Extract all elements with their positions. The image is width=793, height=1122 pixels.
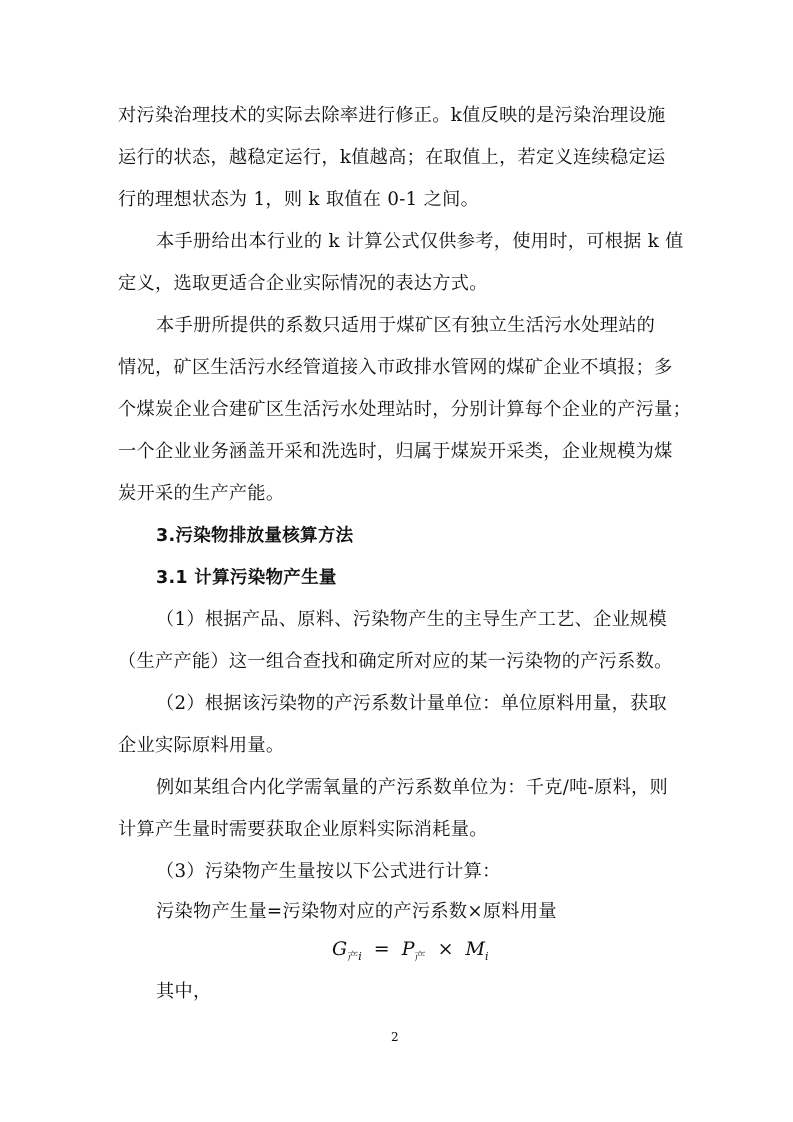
formula-p: P bbox=[401, 938, 415, 960]
paragraph-line: 其中， bbox=[156, 981, 212, 1002]
section-heading: 3.污染物排放量核算方法 bbox=[156, 526, 354, 546]
formula-m-subscript: i bbox=[485, 950, 489, 963]
subsection-heading: 3.1 计算污染物产生量 bbox=[156, 568, 337, 588]
formula-p-subscript: 产 bbox=[414, 950, 426, 963]
paragraph-line: （2）根据该污染物的产污系数计量单位：单位原料用量，获取 bbox=[156, 693, 668, 714]
paragraph-line: （1）根据产品、原料、污染物产生的主导生产工艺、企业规模 bbox=[156, 609, 668, 630]
paragraph-line: 污染物产生量=污染物对应的产污系数×原料用量 bbox=[156, 901, 557, 922]
formula-m: M bbox=[465, 938, 486, 960]
paragraph-line: 对污染治理技术的实际去除率进行修正。k值反映的是污染治理设施 bbox=[118, 105, 666, 126]
formula-equals: = bbox=[373, 938, 390, 960]
paragraph-line: 本手册给出本行业的 k 计算公式仅供参考，使用时，可根据 k 值 bbox=[156, 231, 684, 252]
paragraph-line: 炭开采的生产产能。 bbox=[118, 483, 285, 504]
paragraph-line: 个煤炭企业合建矿区生活污水处理站时，分别计算每个企业的产污量； bbox=[118, 399, 692, 420]
paragraph-line: 情况，矿区生活污水经管道接入市政排水管网的煤矿企业不填报；多 bbox=[118, 357, 673, 378]
paragraph-line: 企业实际原料用量。 bbox=[118, 735, 285, 756]
formula-times: × bbox=[437, 938, 454, 960]
page-number: 2 bbox=[391, 1030, 399, 1044]
paragraph-line: 一个企业业务涵盖开采和洗选时，归属于煤炭开采类，企业规模为煤 bbox=[118, 441, 673, 462]
paragraph-line: 本手册所提供的系数只适用于煤矿区有独立生活污水处理站的 bbox=[156, 315, 656, 336]
paragraph-line: （3）污染物产生量按以下公式进行计算： bbox=[156, 861, 501, 882]
paragraph-line: 计算产生量时需要获取企业原料实际消耗量。 bbox=[118, 819, 488, 840]
paragraph-line: （生产产能）这一组合查找和确定所对应的某一污染物的产污系数。 bbox=[118, 651, 673, 672]
paragraph-line: 定义，选取更适合企业实际情况的表达方式。 bbox=[118, 273, 488, 294]
paragraph-line: 行的理想状态为 1，则 k 取值在 0-1 之间。 bbox=[118, 189, 480, 210]
formula-g-subscript: 产i bbox=[347, 950, 362, 963]
paragraph-line: 运行的状态，越稳定运行，k值越高；在取值上，若定义连续稳定运 bbox=[118, 147, 666, 168]
formula bbox=[332, 936, 489, 970]
formula-g: G bbox=[332, 938, 348, 960]
paragraph-line: 例如某组合内化学需氧量的产污系数单位为：千克/吨-原料，则 bbox=[156, 777, 669, 798]
